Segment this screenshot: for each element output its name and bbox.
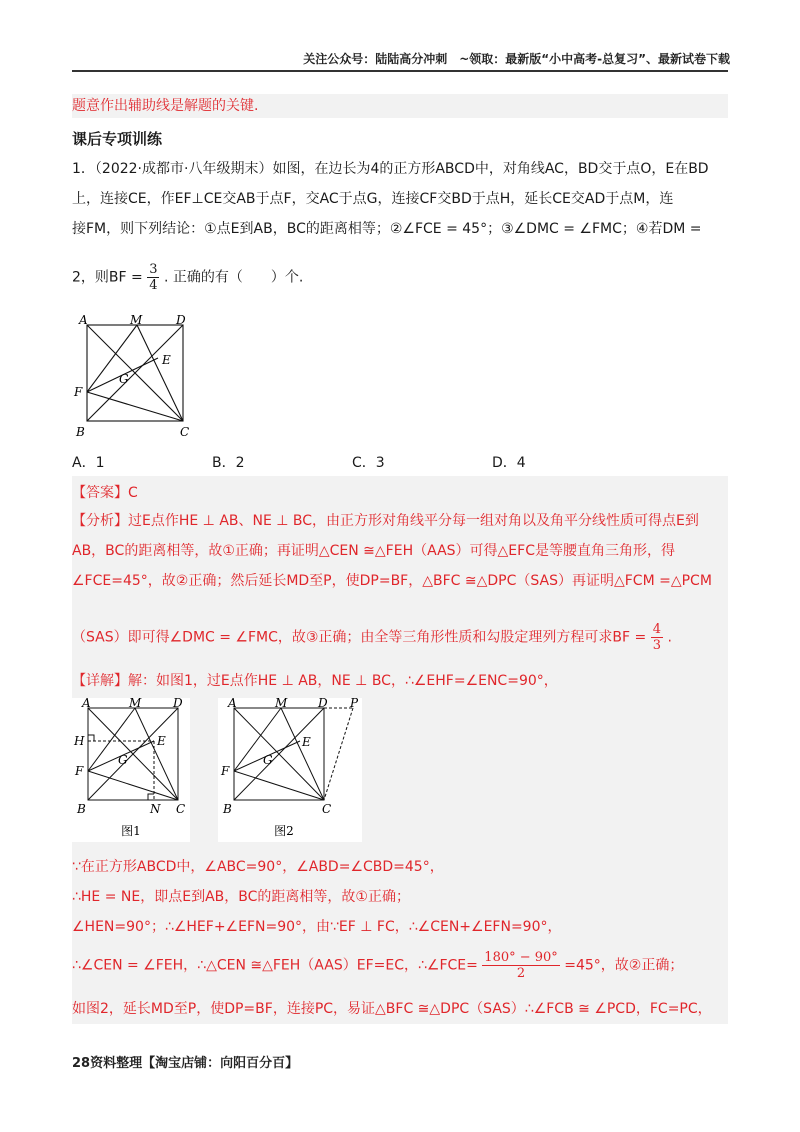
question-text: [72, 158, 728, 248]
analysis-line-4: [72, 622, 672, 653]
question-line-3: 接FM，则下列结论：①点E到AB，BC的距离相等；②∠FCE = 45°；③∠DMC = ∠FMC；④若DM =: [72, 221, 702, 237]
label-g: G: [119, 372, 129, 386]
question-line-4-post: . 正确的有（ ）个.: [163, 269, 304, 286]
question-number: 1．: [72, 161, 95, 177]
fig1-label-m: M: [129, 698, 142, 710]
detail-step-4-pre: ∴∠CEN = ∠FEH，∴△CEN ≅△FEH（AAS）EF=EC，∴∠FCE=: [72, 957, 478, 974]
fraction-denominator: 2: [516, 966, 526, 981]
fraction-180-90-2: [482, 950, 560, 981]
detail-label: 【详解】: [72, 673, 128, 689]
label-a: A: [79, 313, 88, 327]
intro-note: 题意作出辅助线是解题的关键.: [72, 94, 728, 118]
fraction-3-4: [147, 262, 159, 293]
choice-a: A．1: [72, 455, 105, 471]
label-b: B: [76, 425, 85, 439]
analysis-line-2: AB，BC的距离相等，故①正确；再证明△CEN ≅△FEH（AAS）可得△EFC是等腰直角三角形，得: [72, 543, 675, 559]
footer-text: 资料整理【淘宝店铺：向阳百分百】: [90, 1056, 299, 1071]
fig2-label-g: G: [263, 753, 273, 767]
fig2-label-m: M: [275, 698, 288, 710]
detail-line-1: [72, 670, 558, 690]
fig1-label-c: C: [176, 802, 186, 816]
fraction-numerator: 180° − 90°: [484, 950, 558, 965]
analysis-line-1: 过E点作HE ⊥ AB、NE ⊥ BC，由正方形对角线平分每一组对角以及角平分线性质可得点E到: [128, 513, 699, 529]
figure-2-drawing: [218, 698, 362, 842]
fig2-label-f: F: [221, 764, 230, 778]
figure-1: [72, 698, 190, 842]
detail-step-1: ∵在正方形ABCD中，∠ABC=90°，∠ABD=∠CBD=45°，: [72, 859, 444, 875]
answer-value: C: [128, 485, 138, 501]
label-c: C: [180, 425, 190, 439]
answer-label: 【答案】: [72, 485, 128, 501]
fig1-label-e: E: [157, 734, 166, 748]
question-line-2: 上，连接CE，作EF⊥CE交AB于点F，交AC于点G，连接CF交BD于点H，延长CE交AD于点M，连: [72, 191, 674, 207]
fraction-4-3: [651, 622, 663, 653]
header-rule: [72, 70, 728, 72]
fig1-label-b: B: [77, 802, 86, 816]
fig2-label-a: A: [228, 698, 237, 710]
detail-steps: [72, 856, 728, 946]
fig1-label-n: N: [150, 802, 161, 816]
answer-line: [72, 482, 138, 502]
fig1-label-h: H: [74, 734, 85, 748]
label-e: E: [162, 353, 171, 367]
fraction-denominator: 4: [149, 278, 158, 293]
page-number: 28: [72, 1056, 91, 1071]
analysis-line-3: ∠FCE=45°，故②正确；然后延长MD至P，使DP=BF，△BFC ≅△DPC（SAS）再证明△FCM =△PCM: [72, 573, 712, 589]
fig2-label-p: P: [350, 698, 359, 710]
fig1-label-d: D: [173, 698, 183, 710]
choice-c: C．3: [352, 455, 385, 471]
figure-1-drawing: [72, 698, 190, 842]
fig1-label-f: F: [75, 764, 84, 778]
fig1-label-a: A: [82, 698, 91, 710]
question-line-1: （2022·成都市·八年级期末）如图，在边长为4的正方形ABCD中，对角线AC，BD交于点O，E在BD: [94, 161, 709, 177]
fig2-label-d: D: [318, 698, 328, 710]
fig2-caption: 图2: [274, 824, 294, 838]
fig1-label-g: G: [118, 753, 128, 767]
fig1-caption: 图1: [121, 824, 141, 838]
main-figure: [70, 312, 200, 440]
analysis-line-4-pre: （SAS）即可得∠DMC = ∠FMC，故③正确；由全等三角形性质和勾股定理列方程可求BF =: [72, 629, 647, 646]
label-d: D: [176, 313, 186, 327]
detail-step-4-post: =45°，故②正确；: [564, 957, 684, 974]
fraction-numerator: 4: [652, 622, 662, 637]
analysis: [72, 510, 728, 600]
label-f: F: [74, 385, 83, 399]
analysis-label: 【分析】: [72, 513, 128, 529]
fraction-denominator: 3: [652, 638, 662, 653]
figure-2: [218, 698, 362, 842]
choice-d: D．4: [492, 455, 526, 471]
detail-step-3: ∠HEN=90°；∴∠HEF+∠EFN=90°，由∵EF ⊥ FC，∴∠CEN+∠EFN=90°，: [72, 919, 562, 935]
fraction-numerator: 3: [149, 262, 158, 277]
section-title: 课后专项训练: [72, 130, 163, 148]
detail-step-2: ∴HE = NE，即点E到AB，BC的距离相等，故①正确；: [72, 889, 410, 905]
question-line-4: [72, 262, 303, 293]
fig2-label-e: E: [302, 735, 311, 749]
detail-step-4: [72, 950, 683, 981]
analysis-line-4-post: .: [667, 629, 672, 646]
fig2-label-b: B: [223, 802, 232, 816]
page-footer: [72, 1052, 298, 1071]
detail-step-5: 如图2，延长MD至P，使DP=BF，连接PC，易证△BFC ≅△DPC（SAS）∴∠FCB ≅ ∠PCD，FC=PC，: [72, 1001, 712, 1017]
page-header: 关注公众号：陆陆高分冲刺 ~领取：最新版“小中高考-总复习”、最新试卷下载: [303, 52, 730, 66]
label-m: M: [130, 313, 143, 327]
fig2-label-c: C: [322, 802, 332, 816]
choice-b: B．2: [212, 455, 245, 471]
detail-text-1: 解：如图1，过E点作HE ⊥ AB，NE ⊥ BC，∴∠EHF=∠ENC=90°，: [128, 673, 558, 689]
question-line-4-pre: 2，则BF =: [72, 269, 143, 286]
